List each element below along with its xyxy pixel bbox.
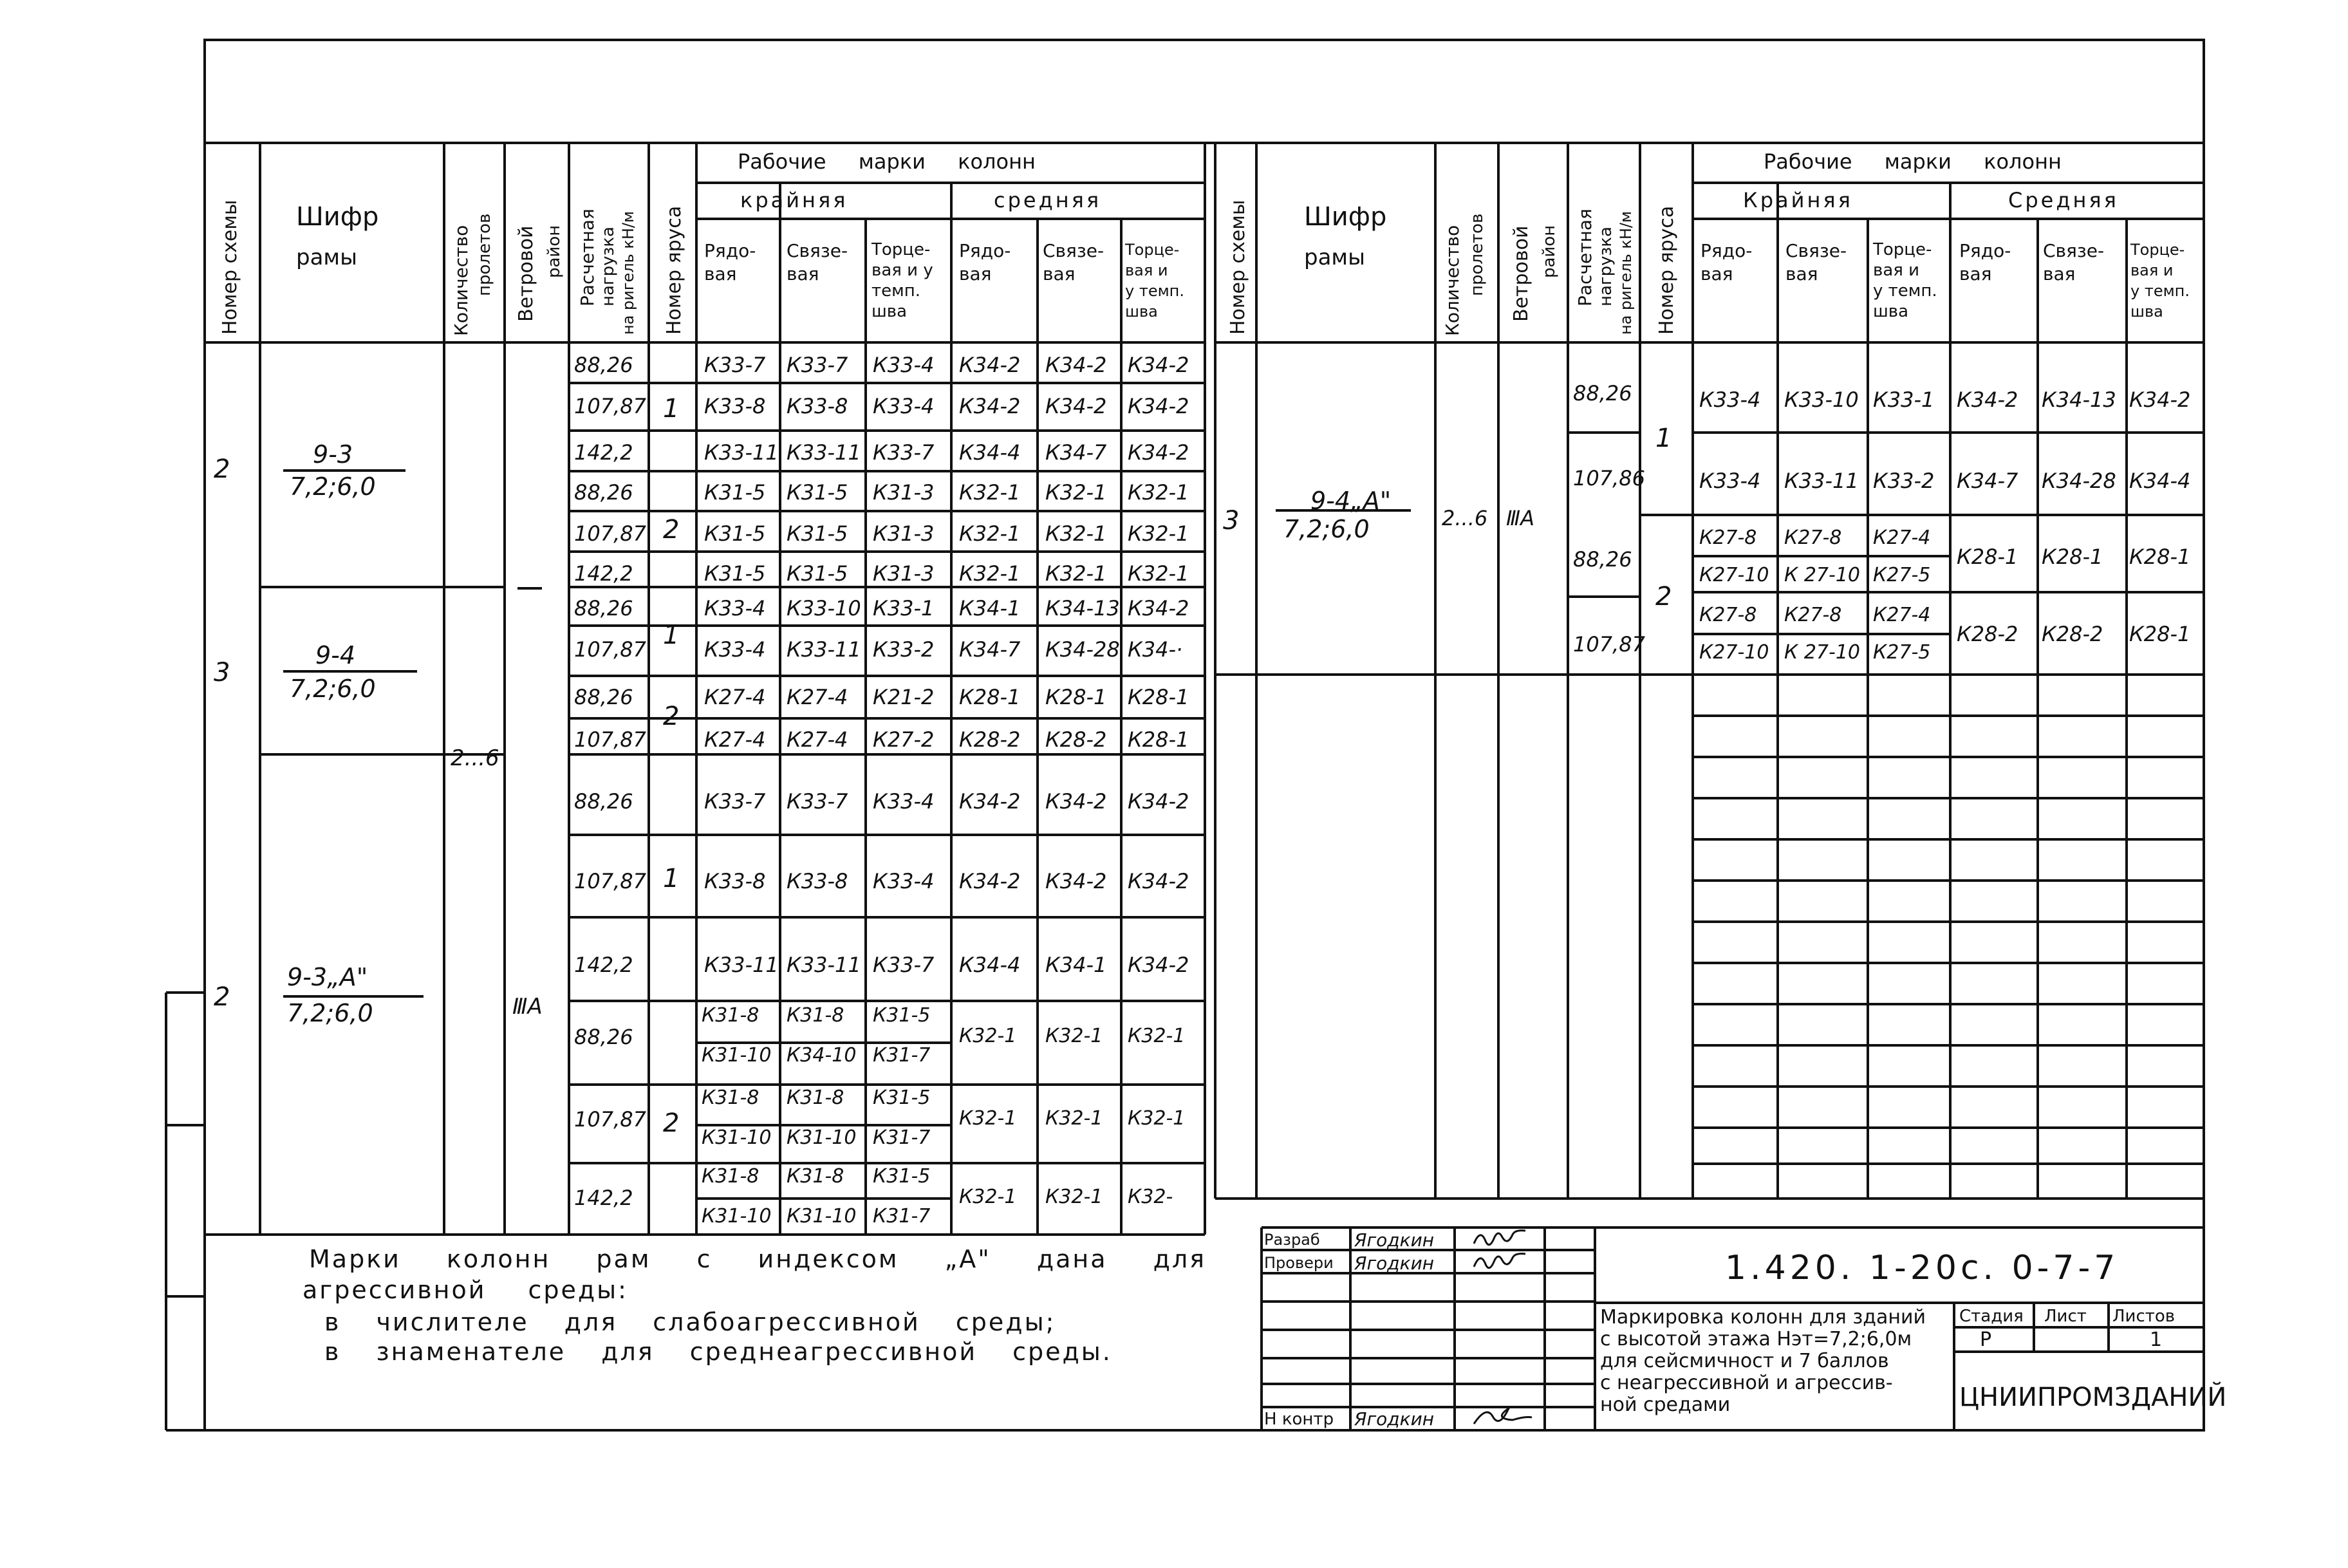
column-mark: К34-13 [1045,596,1120,621]
load-value: 88,26 [574,353,633,377]
r-header-wind: Ветровой [1510,225,1533,322]
column-mark: К27-8 [1699,527,1757,549]
r-header-tier: Номер яруса [1655,205,1678,335]
r-subheader-braced-mid: Связе- вая [2043,240,2105,285]
column-mark: К28-2 [1045,727,1107,752]
column-mark: К27-4 [1873,527,1931,549]
column-mark: К33-1 [1873,387,1935,412]
sheets-value: 1 [2150,1329,2163,1351]
header-wind-2: район [545,225,564,278]
r-header-spans-2: пролетов [1468,213,1487,296]
column-mark: К27-2 [873,727,935,752]
column-mark: К34-7 [1045,440,1107,465]
wind-region-value: ⅢА [512,994,543,1020]
header-frame-code: Шифр [296,202,379,232]
note-line-2: агрессивной среды: [303,1276,628,1304]
organization: ЦНИИПРОМЗДАНИЙ [1959,1383,2227,1412]
column-mark: К33-7 [873,440,935,465]
column-mark: К33-8 [704,394,766,418]
column-mark: К32-1 [1128,521,1189,546]
load-value: 107,86 [1573,466,1645,490]
column-mark: К34-2 [1128,353,1189,377]
sheet-label: Лист [2044,1307,2087,1326]
column-mark: К34-· [1128,637,1183,662]
column-mark: К21-2 [873,685,935,709]
developed-label: Разраб [1264,1231,1320,1249]
load-value: 107,87 [574,1107,646,1132]
column-mark: К33-7 [873,953,935,977]
r-header-load: Расчетная [1574,209,1596,306]
r-header-scheme-no: Номер схемы [1227,200,1249,335]
column-mark: К32-1 [1128,480,1189,505]
column-mark: К31-10 [787,1126,857,1149]
column-mark: К34-2 [1045,789,1107,814]
column-mark: К27-5 [1873,641,1931,664]
load-value: 88,26 [574,685,633,709]
column-mark: К33-7 [787,789,848,814]
column-mark: К33-4 [1699,387,1761,412]
note-line-3: в числителе для слабоагрессивной среды; [324,1308,1056,1336]
column-mark: К34-28 [1045,637,1120,662]
subheader-braced-edge: Связе- вая [787,240,848,285]
column-mark: К34-13 [2042,387,2116,412]
column-mark: К34-2 [1128,440,1189,465]
column-mark: К34-4 [959,440,1021,465]
scheme-no-2: 3 [214,658,230,687]
header-wind: Ветровой [515,225,537,322]
r-header-middle: Средняя [2008,188,2119,212]
column-mark: К28-1 [1128,727,1189,752]
column-mark: К34-4 [959,953,1021,977]
r-frame-code-num: 9-4„А" [1310,487,1392,515]
frame-code-num-3: 9-3„А" [287,963,368,991]
column-mark: К34-10 [787,1044,857,1067]
r-header-wind-2: район [1540,225,1559,278]
column-mark: К27-5 [1873,564,1931,586]
column-mark: К32-1 [1045,1025,1103,1047]
column-mark: К34-2 [1045,353,1107,377]
column-mark: К28-1 [2129,622,2191,646]
load-value: 88,26 [1573,381,1632,406]
column-mark: К33-4 [873,869,935,893]
control-name: Ягодкин [1354,1408,1435,1430]
drawing-designation: 1.420. 1-20с. 0-7-7 [1725,1249,2120,1287]
column-mark: К33-11 [704,440,779,465]
column-mark: К28-1 [2042,545,2103,569]
column-mark: К32-1 [959,480,1021,505]
header-frame-code-2: рамы [296,245,357,270]
column-mark: К33-4 [1699,469,1761,493]
column-mark: К31-5 [704,521,766,546]
tier-2a: 2 [663,515,680,545]
r-header-frame-code-2: рамы [1304,245,1365,270]
header-load: Расчетная [577,209,598,306]
column-mark: К34-2 [959,789,1021,814]
column-mark: К33-4 [873,353,935,377]
column-mark: К33-4 [704,637,766,662]
column-mark: К31-8 [787,1087,844,1109]
frame-code-num-1: 9-3 [313,440,353,469]
column-mark: К28-1 [1128,685,1189,709]
column-mark: К32-1 [1128,1025,1186,1047]
column-mark: К31-5 [787,521,848,546]
load-value: 107,87 [574,637,646,662]
stage-label: Стадия [1959,1307,2024,1326]
column-mark: К33-7 [704,789,766,814]
column-mark: К32-1 [959,561,1021,586]
description-line-1: Маркировка колонн для зданий [1600,1306,1926,1329]
column-mark: К33-4 [873,789,935,814]
r-tier-2: 2 [1655,582,1672,611]
description-line-3: для сейсмичност и 7 баллов [1600,1350,1889,1372]
scheme-no-3: 2 [214,982,230,1012]
r-subheader-braced-edge: Связе- вая [1785,240,1847,285]
column-mark: К34-2 [1957,387,2018,412]
tier-2c: 2 [663,1108,680,1138]
r-spans-value: 2...6 [1442,506,1488,530]
column-mark: К31-7 [873,1126,931,1149]
column-mark: К33-11 [787,953,861,977]
column-mark: К31-10 [702,1126,772,1149]
column-mark: К31-8 [787,1004,844,1027]
column-mark: К31-5 [704,480,766,505]
control-label: Н контр [1264,1410,1334,1429]
column-mark: К33-7 [704,353,766,377]
header-scheme-no: Номер схемы [219,200,241,335]
column-mark: К34-7 [959,637,1021,662]
column-mark: К33-7 [787,353,848,377]
column-mark: К34-1 [959,596,1021,621]
column-mark: К32-1 [959,1025,1017,1047]
header-load-2: нагрузка [599,227,618,306]
header-load-3: на ригель кН/м [619,210,637,335]
r-frame-code-den: 7,2;6,0 [1283,515,1370,543]
developed-name: Ягодкин [1354,1229,1435,1251]
column-mark: К32-1 [1045,480,1107,505]
r-subheader-ordinary-mid: Рядо- вая [1959,240,2011,285]
column-mark: К33-11 [787,637,861,662]
column-mark: К31-7 [873,1044,931,1067]
load-value: 88,26 [574,480,633,505]
column-mark: К27-8 [1784,604,1842,626]
column-mark: К34-2 [959,353,1021,377]
column-mark: К32-1 [959,1186,1017,1208]
column-mark: К32-1 [1045,521,1107,546]
sheets-label: Листов [2112,1307,2176,1326]
description-block [1600,1307,1926,1416]
column-mark: К32-1 [959,521,1021,546]
load-value: 107,87 [574,869,646,893]
tier-1b: 1 [663,621,680,650]
column-mark: К27-8 [1699,604,1757,626]
column-mark: К31-7 [873,1205,931,1227]
column-mark: К31-8 [702,1165,759,1188]
subheader-ordinary-mid: Рядо- вая [959,240,1011,285]
column-mark: К33-4 [704,596,766,621]
frame-code-num-2: 9-4 [315,641,356,669]
r-scheme-no: 3 [1223,506,1240,536]
column-mark: К34-2 [1045,869,1107,893]
scheme-no-1: 2 [214,454,230,484]
description-line-2: с высотой этажа Нэт=7,2;6,0м [1600,1328,1912,1350]
checked-label: Провери [1264,1254,1334,1272]
checked-name: Ягодкин [1354,1253,1435,1274]
column-mark: К27-10 [1699,641,1769,664]
r-header-frame-code: Шифр [1304,202,1387,232]
r-subheader-ordinary-edge: Рядо- вая [1700,240,1753,285]
load-value: 142,2 [574,953,633,977]
note-line-1: Марки колонн рам с индексом „А" дана для [309,1245,1207,1273]
header-tier: Номер яруса [663,205,685,335]
column-mark: К27-4 [1873,604,1931,626]
header-edge: крайняя [740,188,848,212]
description-line-4: с неагрессивной и агрессив- [1600,1372,1893,1394]
frame-code-den-1: 7,2;6,0 [290,472,376,501]
column-mark: К33-1 [873,596,935,621]
load-value: 88,26 [574,1025,633,1049]
column-mark: К31-5 [704,561,766,586]
stage-value: Р [1980,1329,1992,1351]
column-mark: К31-10 [787,1205,857,1227]
load-value: 107,87 [1573,632,1645,657]
column-mark: К33-10 [787,596,861,621]
column-mark: К27-10 [1699,564,1769,586]
column-mark: К31-5 [787,480,848,505]
r-header-edge: Крайняя [1743,188,1853,212]
column-mark: К34-2 [1128,869,1189,893]
column-mark: К27-8 [1784,527,1842,549]
column-mark: К33-10 [1784,387,1859,412]
column-mark: К 27-10 [1784,564,1861,586]
column-mark: К32-1 [1128,561,1189,586]
column-mark: К27-4 [787,727,848,752]
header-spans: Количество [451,225,472,336]
column-mark: К33-8 [787,869,848,893]
column-mark: К32-1 [1045,561,1107,586]
column-mark: К34-2 [1128,596,1189,621]
tier-2b: 2 [663,702,680,731]
column-mark: К31-8 [702,1087,759,1109]
column-mark: К33-11 [704,953,779,977]
subheader-ordinary-edge: Рядо- вая [704,240,756,285]
column-mark: К34-2 [959,394,1021,418]
header-working-marks: Рабочие марки колонн [738,149,1036,174]
subheader-end-mid: Торцe- вая и у темп. шва [1125,241,1185,321]
r-header-working-marks: Рабочие марки колонн [1764,149,2062,174]
spans-value: 2...6 [451,745,499,771]
column-mark: К34-28 [2042,469,2116,493]
column-mark: К27-4 [704,685,766,709]
load-value: 88,26 [574,789,633,814]
column-mark: К33-2 [873,637,935,662]
header-middle: средняя [994,188,1102,212]
column-mark: К27-4 [704,727,766,752]
column-mark: К28-1 [1045,685,1107,709]
note-line-4: в знаменателе для среднеагрессивной среды. [324,1338,1112,1366]
column-mark: К 27-10 [1784,641,1861,664]
r-tier-1: 1 [1655,424,1672,453]
column-mark: К33-11 [787,440,861,465]
column-mark: К34-2 [1045,394,1107,418]
column-mark: К32-1 [1045,1186,1103,1208]
r-wind-value: ⅢА [1506,506,1534,530]
frame-code-den-3: 7,2;6,0 [287,999,373,1027]
load-value: 107,87 [574,521,646,546]
tier-1a: 1 [663,394,680,424]
column-mark: К32-1 [959,1107,1017,1130]
load-value: 88,26 [1573,547,1632,572]
column-mark: К34-2 [1128,953,1189,977]
column-mark: К32-1 [1045,1107,1103,1130]
column-mark: К28-1 [1957,545,2018,569]
column-mark: К34-2 [2129,387,2191,412]
column-mark: К31-5 [873,1004,931,1027]
column-mark: К31-5 [787,561,848,586]
load-value: 88,26 [574,596,633,621]
column-mark: К33-2 [1873,469,1935,493]
column-mark: К31-10 [702,1205,772,1227]
column-mark: К34-4 [2129,469,2191,493]
header-spans-2: пролетов [475,213,494,296]
r-subheader-end-edge: Торцe- вая и у темп. шва [1873,240,1937,321]
load-value: 107,87 [574,394,646,418]
column-mark: К31-8 [702,1004,759,1027]
column-mark: К28-2 [959,727,1021,752]
column-mark: К28-2 [1957,622,2018,646]
column-mark: К34-7 [1957,469,2018,493]
column-mark: К31-3 [873,521,935,546]
column-mark: К32-1 [1128,1107,1186,1130]
column-mark: К33-8 [704,869,766,893]
column-mark: К31-3 [873,561,935,586]
load-value: 107,87 [574,727,646,752]
column-mark: К31-3 [873,480,935,505]
tier-1c: 1 [663,864,680,893]
column-mark: К34-2 [959,869,1021,893]
load-value: 142,2 [574,561,633,586]
column-mark: К31-8 [787,1165,844,1188]
load-value: 142,2 [574,1186,633,1210]
column-mark: К31-5 [873,1087,931,1109]
column-mark: К28-2 [2042,622,2103,646]
r-header-load-3: на ригель кН/м [1617,210,1635,335]
description-line-5: ной средами [1600,1394,1731,1416]
column-mark: К31-10 [702,1044,772,1067]
column-mark: К34-2 [1128,789,1189,814]
column-mark: К27-4 [787,685,848,709]
column-mark: К33-8 [787,394,848,418]
column-mark: К33-11 [1784,469,1859,493]
r-header-spans: Количество [1442,225,1463,336]
column-mark: К33-4 [873,394,935,418]
r-subheader-end-mid: Торцe- вая и у темп. шва [2130,241,2190,321]
column-mark: К34-2 [1128,394,1189,418]
column-mark: К31-5 [873,1165,931,1188]
column-mark: К32- [1128,1186,1173,1208]
column-mark: К28-1 [2129,545,2191,569]
column-mark: К34-1 [1045,953,1107,977]
r-header-load-2: нагрузка [1596,227,1616,306]
subheader-braced-mid: Связе- вая [1043,240,1104,285]
load-value: 142,2 [574,440,633,465]
subheader-end-edge: Торце- вая и у темп. шва [871,240,933,321]
column-mark: К28-1 [959,685,1021,709]
frame-code-den-2: 7,2;6,0 [290,675,376,703]
